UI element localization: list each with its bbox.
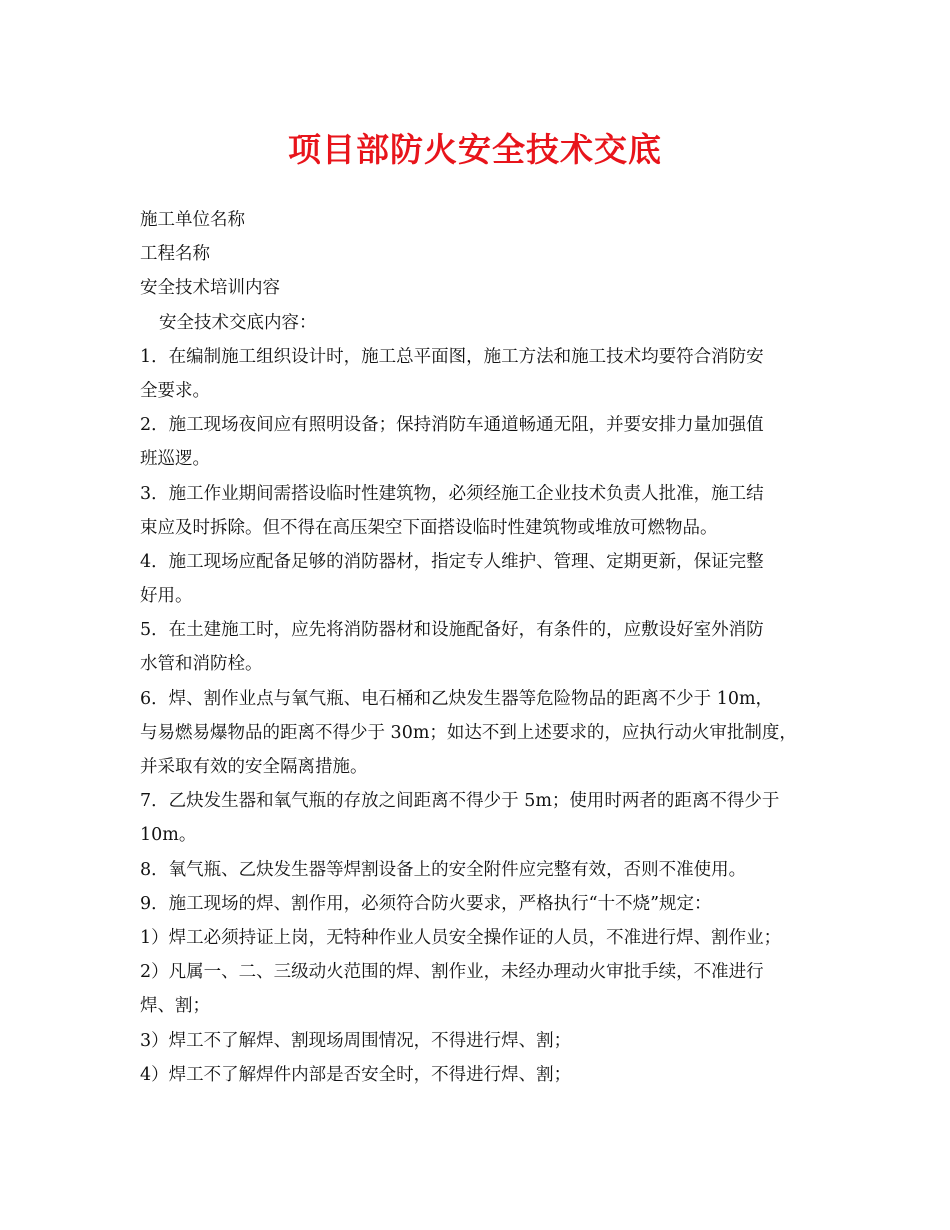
paragraph-line: 8．氧气瓶、乙炔发生器等焊割设备上的安全附件应完整有效，否则不准使用。 bbox=[140, 859, 747, 880]
paragraph-line: 3．施工作业期间需搭设临时性建筑物，必须经施工企业技术负责人批准，施工结 bbox=[140, 483, 764, 504]
list-item-line: 焊、割； bbox=[140, 996, 210, 1017]
list-item-line: 4）焊工不了解焊件内部是否安全时，不得进行焊、割； bbox=[140, 1064, 572, 1085]
paragraph-line: 全要求。 bbox=[140, 380, 210, 401]
paragraph-line: 并采取有效的安全隔离措施。 bbox=[140, 757, 368, 777]
document-body bbox=[140, 203, 820, 1092]
paragraph-line: 1．在编制施工组织设计时，施工总平面图，施工方法和施工技术均要符合消防安 bbox=[140, 346, 764, 367]
paragraph-line: 与易燃易爆物品的距离不得少于 30m；如达不到上述要求的，应执行动火审批制度， bbox=[140, 722, 797, 743]
paragraph-line: 6．焊、割作业点与氧气瓶、电石桶和乙炔发生器等危险物品的距离不少于 10m， bbox=[140, 688, 774, 709]
paragraph-line: 10m。 bbox=[140, 825, 197, 846]
field-construction-unit: 施工单位名称 bbox=[140, 210, 245, 230]
paragraph-line: 束应及时拆除。但不得在高压架空下面搭设临时性建筑物或堆放可燃物品。 bbox=[140, 517, 718, 538]
field-training-content: 安全技术培训内容 bbox=[140, 278, 280, 299]
document-title: 项目部防火安全技术交底 bbox=[288, 130, 662, 169]
paragraph-line: 好用。 bbox=[140, 586, 193, 607]
list-item-line: 2）凡属一、二、三级动火范围的焊、割作业，未经办理动火审批手续，不准进行 bbox=[140, 962, 764, 983]
paragraph-line: 水管和消防栓。 bbox=[140, 654, 263, 675]
paragraph-line: 9．施工现场的焊、割作用，必须符合防火要求，严格执行“十不烧”规定： bbox=[140, 893, 712, 914]
paragraph-line: 7．乙炔发生器和氧气瓶的存放之间距离不得少于 5m；使用时两者的距离不得少于 bbox=[140, 791, 780, 812]
list-item-line: 3）焊工不了解焊、割现场周围情况，不得进行焊、割； bbox=[140, 1030, 572, 1051]
list-item-line: 1）焊工必须持证上岗，无特种作业人员安全操作证的人员，不准进行焊、割作业； bbox=[140, 927, 782, 948]
paragraph-line: 2．施工现场夜间应有照明设备；保持消防车通道畅通无阻，并要安排力量加强值 bbox=[140, 415, 764, 436]
field-project-name: 工程名称 bbox=[140, 244, 210, 265]
paragraph-line: 5．在土建施工时，应先将消防器材和设施配备好，有条件的，应敷设好室外消防 bbox=[140, 620, 764, 641]
section-heading: 安全技术交底内容： bbox=[159, 312, 317, 333]
paragraph-line: 4．施工现场应配备足够的消防器材，指定专人维护、管理、定期更新，保证完整 bbox=[140, 551, 764, 572]
paragraph-line: 班巡逻。 bbox=[140, 449, 210, 470]
